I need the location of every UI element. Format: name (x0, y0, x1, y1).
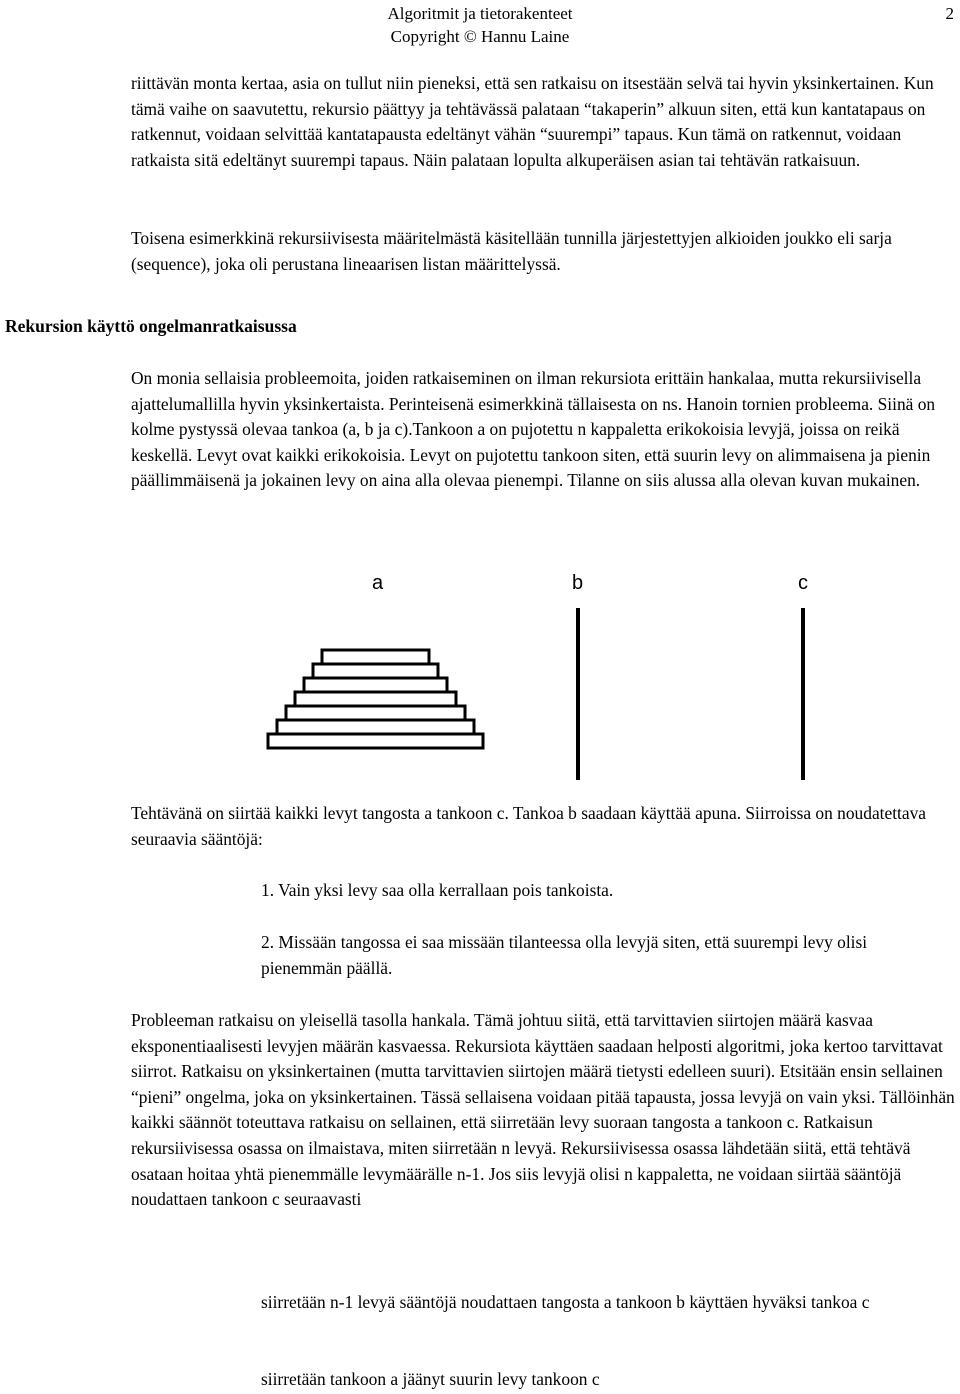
step-2-text: siirretään tankoon a jäänyt suurin levy tankoon c (261, 1369, 600, 1389)
section-heading: Rekursion käyttö ongelmanratkaisussa (5, 316, 297, 336)
hanoi-drawing (260, 570, 860, 780)
header-title: Algoritmit ja tietorakenteet (387, 4, 573, 23)
rule-2-text: 2. Missään tangossa ei saa missään tilanteessa olla levyjä siten, että suurempi levy olisi pienemmän päällä. (261, 932, 868, 978)
rule-2 (261, 930, 951, 981)
solution-paragraph (131, 1008, 957, 1213)
disk-5 (286, 706, 465, 720)
hanoi-intro-paragraph (131, 366, 957, 494)
rule-1-text: 1. Vain yksi levy saa olla kerrallaan pois tankoista. (261, 880, 614, 900)
solution-text: Probleeman ratkaisu on yleisellä tasolla hankala. Tämä johtuu siitä, että tarvittavien siirtojen määrä kasvaa eksponentiaalisesti levyjen määrän kasvaessa. Rekursiota käyttäen saadaan helposti algoritmi, joka kertoo tarvittavat siirrot. Ratkaisu on yksinkertainen (mutta tarvittavien siirtojen määrä tietysti edelleen suuri). Etsitään ensin sellainen “pieni” ongelma, joka on yksinkertainen. Tässä sellaisena voidaan pitää tapausta, jossa levyjä on vain yksi. Tällöinhän kaikki säännöt toteuttava ratkaisu on sellainen, että siirretään levy suoraan tangosta a tankoon c. Ratkaisun rekursiivisessa osassa on ilmaistava, miten siirretään n levyä. Rekursiivisessa osassa lähdetään siitä, että tehtävä osataan hoitaa yhtä pienemmälle levymäärälle n-1. Jos siis levyjä olisi n kappaletta, ne voidaan siirtää sääntöjä noudattaen tankoon c seuraavasti (131, 1010, 955, 1210)
disk-2 (313, 664, 438, 678)
peg-label-c: c (798, 572, 808, 594)
second-example-text: Toisena esimerkkinä rekursiivisesta määritelmästä käsitellään tunnilla järjestettyjen alkioiden joukko eli sarja (sequence), joka oli perustana lineaarisen listan määrittelyssä. (131, 228, 892, 274)
step-1-text: siirretään n-1 levyä sääntöjä noudattaen tangosta a tankoon b käyttäen hyväksi tankoa c (261, 1292, 870, 1312)
intro-text: riittävän monta kertaa, asia on tullut niin pieneksi, että sen ratkaisu on itsestään selvä tai hyvin yksinkertainen. Kun tämä vaihe on saavutettu, rekursio päättyy ja tehtävässä palataan “takaperin” alkuun siten, että kun kantatapaus on ratkennut, voidaan selvittää kantatapausta edeltänyt vähän “suurempi” tapaus. Kun tämä on ratkennut, voidaan ratkaista sitä edeltänyt suurempi tapaus. Näin palataan lopulta alkuperäisen asian tai tehtävän ratkaisuun. (131, 73, 934, 170)
intro-paragraph (131, 71, 957, 173)
page-number: 2 (945, 4, 954, 23)
task-paragraph (131, 801, 957, 852)
rule-1 (261, 878, 951, 904)
peg-c (801, 608, 805, 780)
peg-label-b: b (572, 572, 584, 594)
step-2 (261, 1367, 951, 1393)
disk-7 (268, 734, 483, 748)
step-1 (261, 1290, 951, 1316)
peg-label-a: a (372, 572, 384, 594)
task-text: Tehtävänä on siirtää kaikki levyt tangosta a tankoon c. Tankoa b saadaan käyttää apuna. Siirroissa on noudatettava seuraavia sääntöjä: (131, 803, 927, 849)
disk-1 (322, 650, 429, 664)
hanoi-towers-figure (260, 570, 860, 780)
disk-3 (304, 678, 447, 692)
peg-b (576, 608, 580, 780)
disk-4 (295, 692, 456, 706)
hanoi-intro-text: On monia sellaisia probleemoita, joiden ratkaiseminen on ilman rekursiota erittäin hankalaa, mutta rekursiivisella ajattelumallilla hyvin yksinkertaista. Perinteisenä esimerkkinä tällaisesta on ns. Hanoin tornien probleema. Siinä on kolme pystyssä olevaa tankoa (a, b ja c).Tankoon a on pujotettu n kappaletta erikokoisia levyjä, joissa on reikä keskellä. Levyt ovat kaikki erikokoisia. Levyt on pujotettu tankoon siten, että suurin levy on alimmaisena ja pienin päällimmäisenä ja jokainen levy on aina alla olevaa pienempi. Tilanne on siis alussa alla olevan kuvan mukainen. (131, 368, 936, 491)
header-copyright: Copyright © Hannu Laine (390, 27, 570, 46)
page-header (0, 2, 960, 48)
second-example-paragraph (131, 226, 957, 277)
disk-6 (277, 720, 474, 734)
